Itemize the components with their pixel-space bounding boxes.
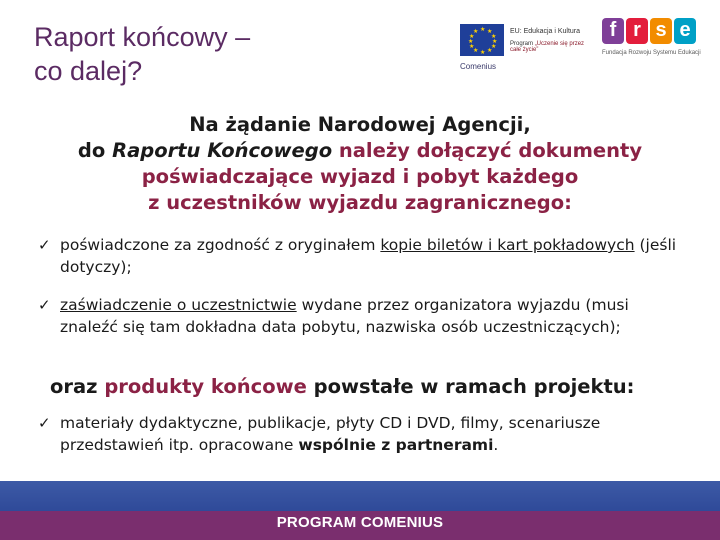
report-name: Raportu Końcowego <box>112 139 333 162</box>
eu-logo-line2: Program „Uczenie się przez całe życie” <box>510 41 585 53</box>
list-item-materials: ✓ materiały dydaktyczne, publikacje, płyty CD i DVD, filmy, scenariusze przedstawień itp. opracowane wspólnie z partnerami. <box>38 414 601 454</box>
eu-logo-line1: EU: Edukacja i Kultura <box>510 28 581 35</box>
list-item-certificate: ✓ zaświadczenie o uczestnictwie wydane przez organizatora wyjazdu (musi znaleźć się tam dokładna data pobytu, nazwiska osób uczestniczących); <box>38 296 629 336</box>
check-icon: ✓ <box>38 414 51 432</box>
products-heading: oraz produkty końcowe powstałe w ramach projektu: <box>50 375 635 398</box>
footer-band <box>0 481 720 511</box>
check-icon: ✓ <box>38 296 51 314</box>
eu-logo-comenius: Comenius <box>460 62 497 71</box>
frse-letter-e: e <box>674 18 696 44</box>
eu-comenius-logo <box>458 20 588 78</box>
frse-letters <box>602 18 712 44</box>
intro-line1: Na żądanie Narodowej Agencji, <box>189 113 531 136</box>
intro-paragraph <box>40 112 680 216</box>
eu-flag-icon: ★ ★ ★ ★ ★ ★ ★ ★ ★ ★ ★ ★ <box>460 24 504 56</box>
intro-line4: z uczestników wyjazdu zagranicznego: <box>148 191 572 214</box>
list-item-tickets: ✓ poświadczone za zgodność z oryginałem kopie biletów i kart pokładowych (jeśli dotyczy); <box>38 236 677 276</box>
footer-label: PROGRAM COMENIUS <box>276 514 444 531</box>
frse-letter-f: f <box>602 18 624 44</box>
frse-letter-s: s <box>650 18 672 44</box>
check-icon: ✓ <box>38 236 51 254</box>
slide-title: Raport końcowy – co dalej? <box>34 22 251 86</box>
frse-caption: Fundacja Rozwoju Systemu Edukacji <box>602 50 701 56</box>
frse-letter-r: r <box>626 18 648 44</box>
intro-line2: do Raportu Końcowego należy dołączyć dokumenty <box>77 139 643 162</box>
frse-logo <box>602 18 712 68</box>
intro-line3: poświadczające wyjazd i pobyt każdego <box>141 165 579 188</box>
